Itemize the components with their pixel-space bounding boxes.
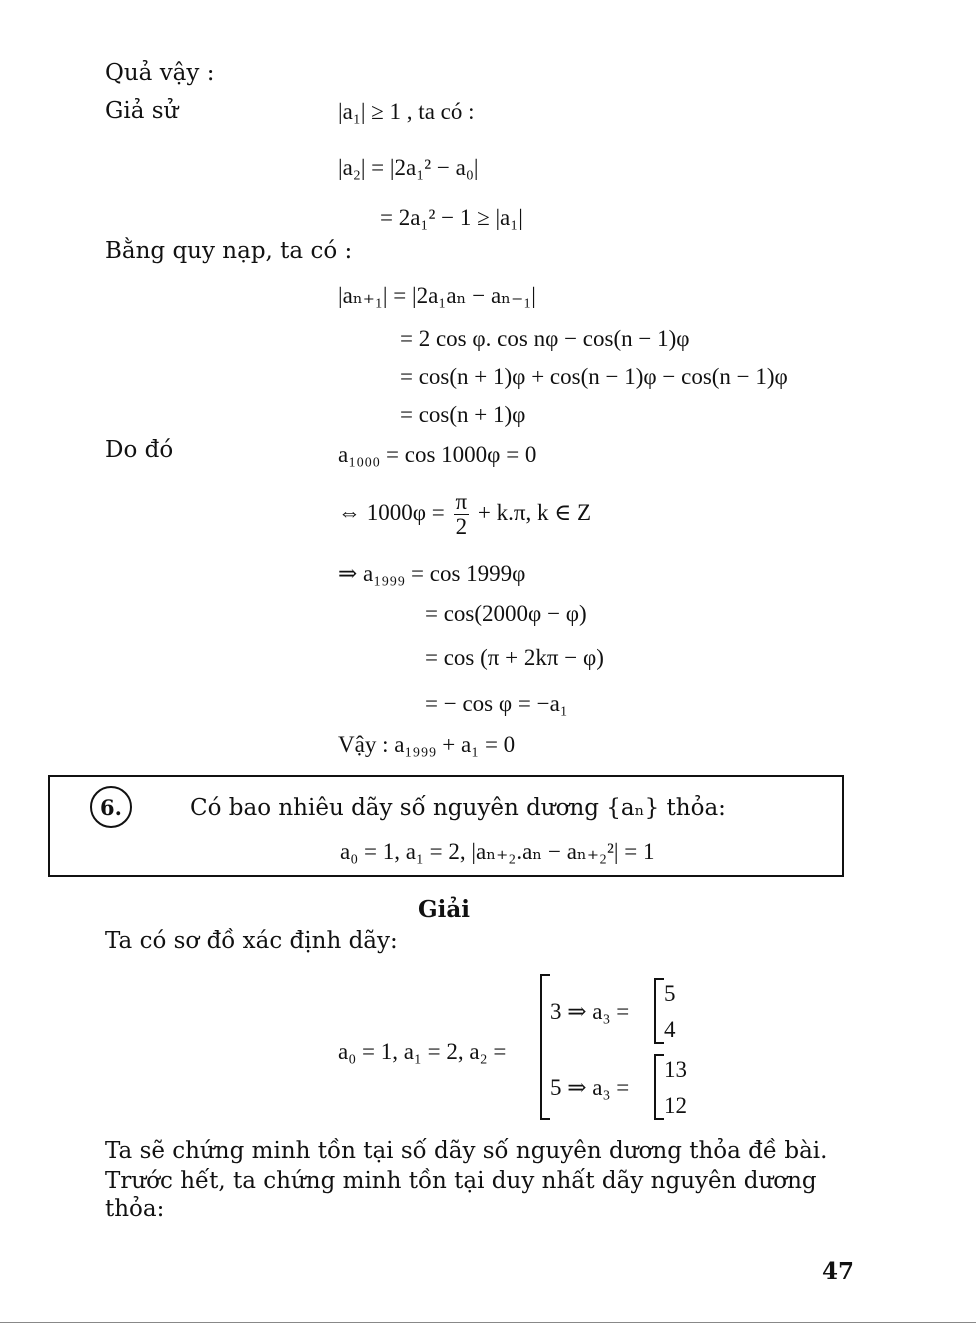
scheme-branch-2-value-1: 13 [664,1057,687,1082]
scheme-branch-1-value-2: 4 [664,1017,676,1042]
math-cos-2000: = cos(2000φ − φ) [425,601,587,626]
solution-paragraph-1: Ta sẽ chứng minh tồn tại số dãy số nguyên dương thỏa đề bài. [105,1138,828,1164]
math-a2-result: = 2a₁² − 1 ≥ |a₁| [380,205,523,230]
scheme-bracket-2 [654,1054,664,1120]
math-1000phi-pre: ⇔ 1000φ = [338,499,445,525]
scheme-branch-1: 3 ⇒ a₃ = [550,999,630,1024]
math-a1999: ⇒ a₁₉₉₉ = cos 1999φ [338,561,526,586]
solution-heading: Giải [418,896,471,923]
text-gia-su: Giả sử [105,98,179,124]
text-qua-vay: Quả vậy : [105,60,215,86]
math-1000phi [338,490,591,539]
text-do-do: Do đó [105,437,174,463]
math-cos-pi: = cos (π + 2kπ − φ) [425,645,604,670]
text-induction: Bằng quy nạp, ta có : [105,238,353,264]
math-assumption: |a₁| ≥ 1 , ta có : [338,99,475,124]
math-1000phi-post: + k.π, k ∈ Z [477,499,592,525]
solution-paragraph-3: thỏa: [105,1196,165,1222]
scheme-left: a₀ = 1, a₁ = 2, a₂ = [338,1039,507,1064]
fraction-pi-over-2 [454,490,470,539]
math-induction-3: = cos(n + 1)φ + cos(n − 1)φ − cos(n − 1)φ [400,364,788,389]
solution-paragraph-2: Trước hết, ta chứng minh tồn tại duy nhất dãy nguyên dương [105,1168,817,1194]
scheme-branch-2: 5 ⇒ a₃ = [550,1075,630,1100]
fraction-numerator: π [455,489,468,514]
math-a1000: a₁₀₀₀ = cos 1000φ = 0 [338,442,537,467]
problem-condition: a₀ = 1, a₁ = 2, |aₙ₊₂.aₙ − aₙ₊₂²| = 1 [340,839,655,864]
scheme-branch-2-value-2: 12 [664,1093,687,1118]
problem-statement: Có bao nhiêu dãy số nguyên dương {aₙ} thỏa: [190,795,726,821]
math-induction-1: |aₙ₊₁| = |2a₁aₙ − aₙ₋₁| [338,283,536,308]
solution-intro: Ta có sơ đồ xác định dãy: [105,928,398,954]
bottom-edge-line [0,1322,976,1323]
page-number: 47 [822,1258,855,1285]
scheme-outer-bracket [540,974,550,1120]
scheme-bracket-1 [654,978,664,1044]
problem-number-badge: 6. [90,786,132,828]
math-minus-cos: = − cos φ = −a₁ [425,691,568,716]
math-induction-2: = 2 cos φ. cos nφ − cos(n − 1)φ [400,326,690,351]
scheme-branch-1-value-1: 5 [664,981,676,1006]
fraction-denominator: 2 [455,514,468,540]
math-a2-line: |a₂| = |2a₁² − a₀| [338,155,479,180]
math-induction-4: = cos(n + 1)φ [400,402,526,427]
math-vay: Vậy : a₁₉₉₉ + a₁ = 0 [338,732,516,757]
